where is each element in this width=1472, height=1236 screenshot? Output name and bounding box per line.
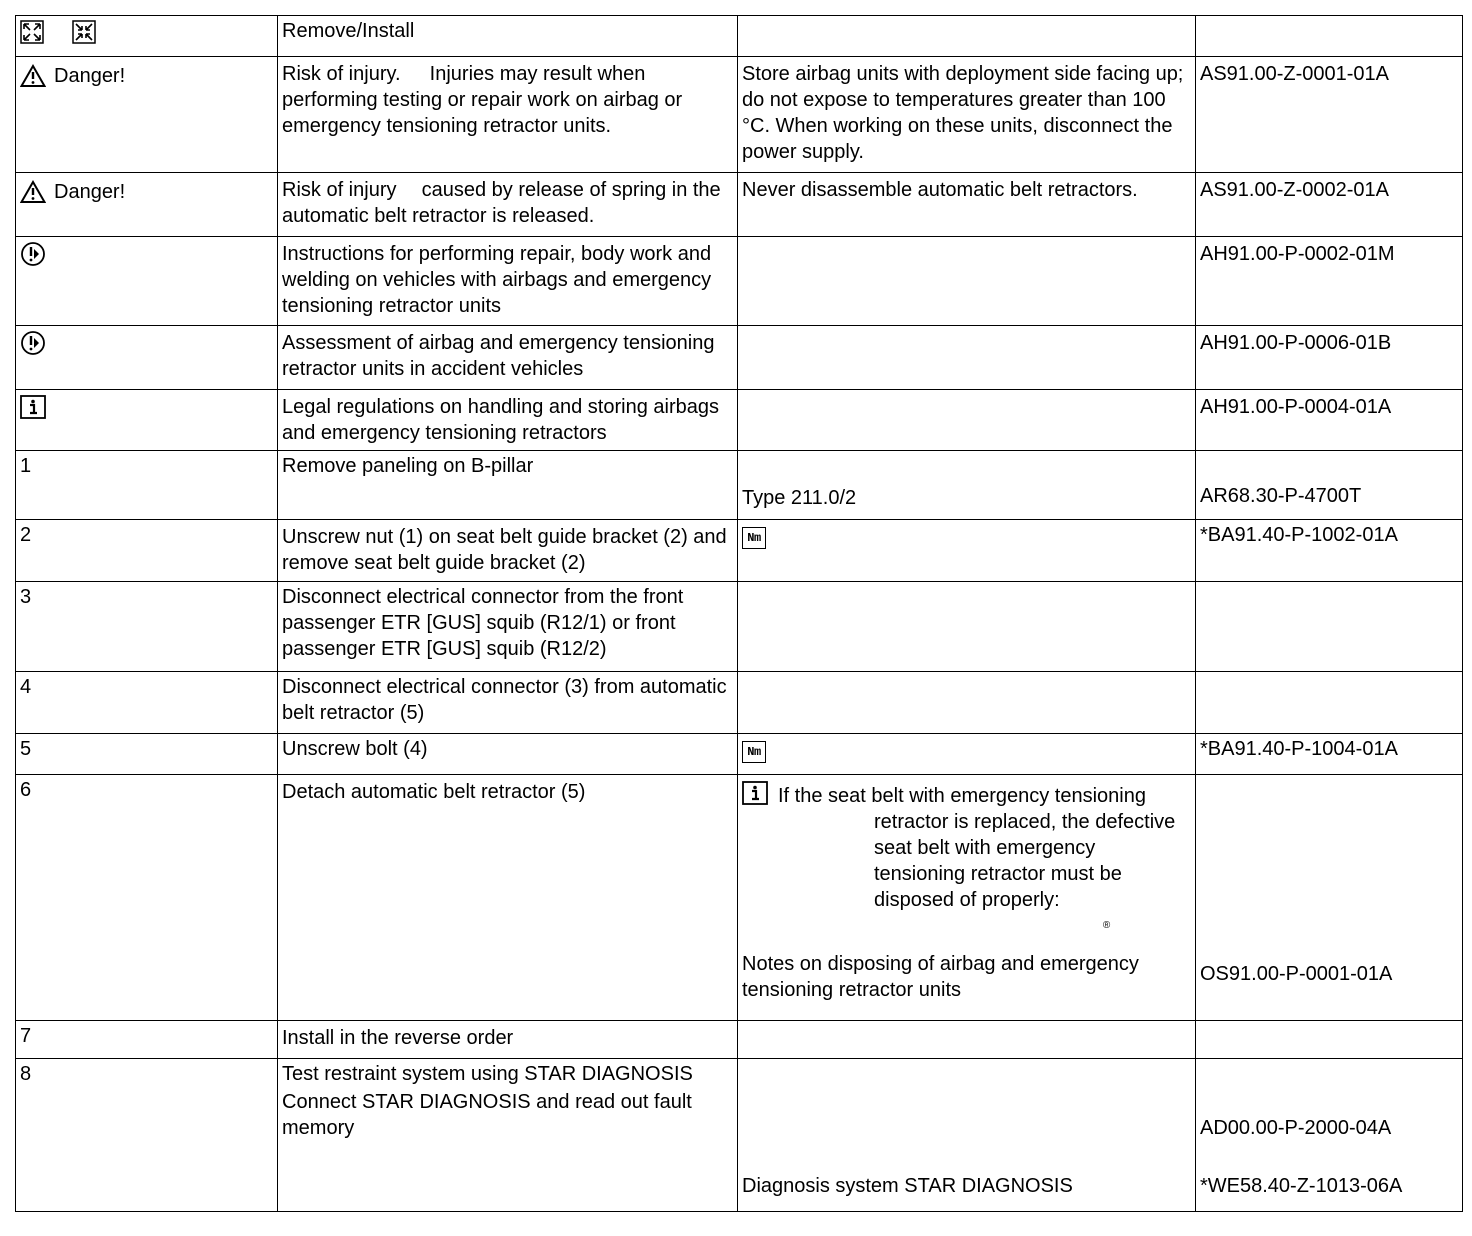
- row-icons-cell: [16, 57, 278, 173]
- warning-triangle-icon: [20, 180, 46, 204]
- table-row: [16, 582, 1463, 672]
- step-note: [738, 582, 1196, 672]
- doc-reference[interactable]: AS91.00-Z-0001-01A: [1196, 57, 1463, 173]
- table-row: [16, 173, 1463, 237]
- step-note: [738, 520, 1196, 582]
- step-description: Detach automatic belt retractor (5): [278, 775, 738, 1021]
- step-number: 4: [16, 672, 278, 734]
- table-row: [16, 672, 1463, 734]
- doc-reference[interactable]: AR68.30-P-4700T: [1200, 485, 1362, 507]
- danger-label: Danger!: [54, 181, 126, 203]
- doc-reference[interactable]: AH91.00-P-0006-01B: [1196, 326, 1463, 390]
- table-row: [16, 1059, 1463, 1212]
- risk-title: Risk of injury.: [282, 63, 401, 85]
- step-note: [738, 451, 1196, 520]
- doc-reference[interactable]: AH91.00-P-0002-01M: [1196, 237, 1463, 326]
- step-description: [278, 173, 738, 237]
- doc-reference: [1196, 16, 1463, 57]
- table-row: [16, 326, 1463, 390]
- step-number: 6: [16, 775, 278, 1021]
- doc-reference-cell: [1196, 775, 1463, 1021]
- disposal-note: Notes on disposing of airbag and emergency tensioning retractor units: [742, 953, 1139, 1001]
- info-box-icon: [20, 395, 46, 419]
- doc-reference[interactable]: *BA91.40-P-1002-01A: [1196, 520, 1463, 582]
- step-number: 2: [16, 520, 278, 582]
- risk-detail: Injuries may result when performing testing or repair work on airbag or emergency tensioning retractor units.: [282, 63, 683, 137]
- step-description: Unscrew nut (1) on seat belt guide bracket (2) and remove seat belt guide bracket (2): [278, 520, 738, 582]
- step-note: [738, 16, 1196, 57]
- step-description: Disconnect electrical connector (3) from automatic belt retractor (5): [278, 672, 738, 734]
- table-row: [16, 57, 1463, 173]
- table-row: [16, 1021, 1463, 1059]
- step-number: 7: [16, 1021, 278, 1059]
- step-description: [278, 57, 738, 173]
- risk-title: Risk of injury: [282, 179, 397, 201]
- doc-reference: [1196, 1021, 1463, 1059]
- step-note: [738, 390, 1196, 451]
- table-row: [16, 775, 1463, 1021]
- step-number: 3: [16, 582, 278, 672]
- warning-triangle-icon: [20, 64, 46, 88]
- table-row: [16, 237, 1463, 326]
- doc-reference[interactable]: AH91.00-P-0004-01A: [1196, 390, 1463, 451]
- row-icons-cell: [16, 326, 278, 390]
- vehicle-type: Type 211.0/2: [742, 487, 857, 509]
- doc-reference[interactable]: AD00.00-P-2000-04A: [1200, 1117, 1392, 1139]
- doc-reference-cell: [1196, 451, 1463, 520]
- step-description: Remove paneling on B-pillar: [278, 451, 738, 520]
- row-icons-cell: [16, 237, 278, 326]
- step-number: 8: [16, 1059, 278, 1212]
- row-icons-cell: [16, 16, 278, 57]
- step-number: 1: [16, 451, 278, 520]
- step-note: Never disassemble automatic belt retractors.: [738, 173, 1196, 237]
- doc-reference: [1196, 582, 1463, 672]
- step-description: Legal regulations on handling and storing airbags and emergency tensioning retractors: [278, 390, 738, 451]
- step-note: [738, 672, 1196, 734]
- step-note: [738, 237, 1196, 326]
- doc-reference-cell: [1196, 1059, 1463, 1212]
- step-note: Store airbag units with deployment side facing up; do not expose to temperatures greater than 100 °C. When working on these units, disconnect the power supply.: [738, 57, 1196, 173]
- step-note: [738, 1021, 1196, 1059]
- danger-label: Danger!: [54, 65, 126, 87]
- test-instruction: Test restraint system using STAR DIAGNOSIS: [282, 1063, 693, 1085]
- step-note: [738, 1059, 1196, 1212]
- step-description: Instructions for performing repair, body work and welding on vehicles with airbags and emergency tensioning retractor units: [278, 237, 738, 326]
- table-row: [16, 451, 1463, 520]
- doc-reference[interactable]: OS91.00-P-0001-01A: [1200, 963, 1393, 985]
- procedure-table: [15, 15, 1463, 1212]
- step-description: Assessment of airbag and emergency tensioning retractor units in accident vehicles: [278, 326, 738, 390]
- row-icons-cell: [16, 390, 278, 451]
- torque-nm-icon[interactable]: Nm: [742, 527, 766, 549]
- table-row: [16, 520, 1463, 582]
- doc-reference[interactable]: AS91.00-Z-0002-01A: [1196, 173, 1463, 237]
- info-box-icon: [742, 781, 768, 805]
- table-row: [16, 16, 1463, 57]
- registered-symbol: ®: [1102, 920, 1111, 931]
- step-note: [738, 734, 1196, 775]
- note-text: If the seat belt with emergency tensioning: [778, 785, 1146, 807]
- step-description: [278, 1059, 738, 1212]
- note-text-continued: retractor is replaced, the defective seat belt with emergency tensioning retractor must be disposed of properly:: [874, 811, 1176, 911]
- doc-reference[interactable]: *BA91.40-P-1004-01A: [1196, 734, 1463, 775]
- torque-nm-icon[interactable]: Nm: [742, 741, 766, 763]
- risk-detail: caused by release of spring in the automatic belt retractor is released.: [282, 179, 721, 227]
- step-description: Unscrew bolt (4): [278, 734, 738, 775]
- collapse-arrows-icon: [72, 20, 96, 44]
- expand-arrows-icon: [20, 20, 44, 44]
- doc-reference[interactable]: *WE58.40-Z-1013-06A: [1200, 1175, 1403, 1197]
- step-note: [738, 326, 1196, 390]
- diagnosis-system: Diagnosis system STAR DIAGNOSIS: [742, 1175, 1073, 1197]
- step-description: Remove/Install: [278, 16, 738, 57]
- table-row: [16, 734, 1463, 775]
- doc-reference: [1196, 672, 1463, 734]
- step-description: Install in the reverse order: [278, 1021, 738, 1059]
- notice-circle-icon: [20, 330, 46, 356]
- step-number: 5: [16, 734, 278, 775]
- row-icons-cell: [16, 173, 278, 237]
- table-row: [16, 390, 1463, 451]
- step-description: Disconnect electrical connector from the front passenger ETR [GUS] squib (R12/1) or front passenger ETR [GUS] squib (R12/2): [278, 582, 738, 672]
- notice-circle-icon: [20, 241, 46, 267]
- step-note: [738, 775, 1196, 1021]
- test-instruction-detail: Connect STAR DIAGNOSIS and read out fault memory: [282, 1091, 692, 1139]
